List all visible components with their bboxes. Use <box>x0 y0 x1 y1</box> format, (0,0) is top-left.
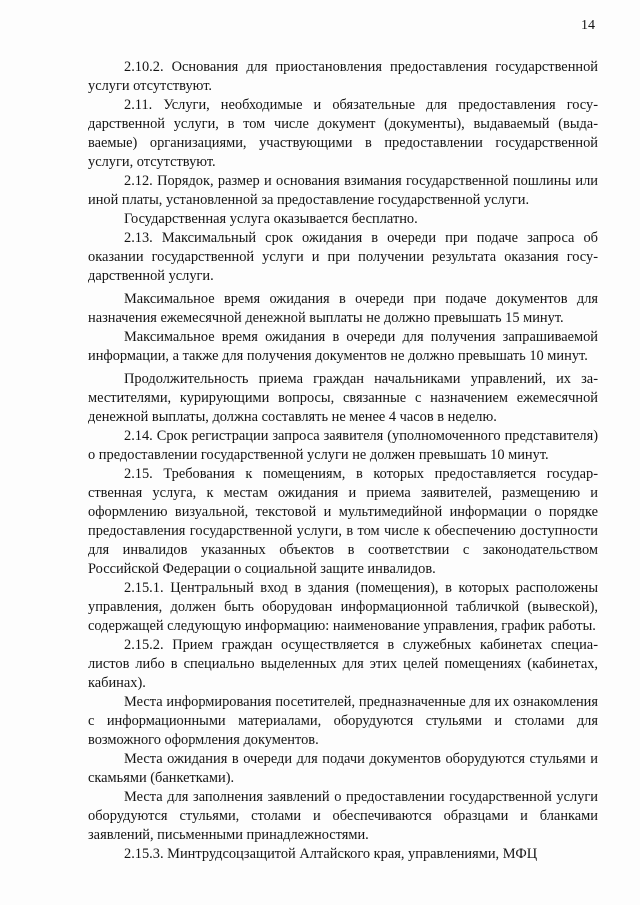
document-body <box>88 58 598 864</box>
paragraph-2-11: 2.11. Услуги, необходимые и обязательные для предоставления государственной услуги, в том числе документ (документы), выдаваемый (выдаваемые) организациями, участвующими в предоставлении государственной услуги, отсутствуют. <box>88 97 598 170</box>
page-number: 14 <box>581 18 595 33</box>
paragraph-2-15-3: 2.15.3. Минтрудсоцзащитой Алтайского края, управлениями, МФЦ <box>124 846 538 862</box>
paragraph-info-places: Места информирования посетителей, предназначенные для их ознакомления с информационными материалами, оборудуются стульями и столами для возможного оформления документов. <box>88 694 598 748</box>
paragraph-waiting-places: Места ожидания в очереди для подачи документов оборудуются стульями и скамьями (банкетками). <box>88 751 598 786</box>
paragraph-2-14: 2.14. Срок регистрации запроса заявителя (уполномоченного представителя) о предоставлении государственной услуги не должен превышать 10 минут. <box>88 428 598 463</box>
paragraph-2-15: 2.15. Требования к помещениям, в которых предоставляется государственная услуга, к местам ожидания и приема заявителей, размещению и оформлению визуальной, текстовой и мультимедийной информации о порядке предоставления государственной услуги, в том числе к обеспечению доступности для инвалидов указанных объектов в соответствии с законодательством Российской Федерации о социальной защите инвалидов. <box>88 466 598 577</box>
paragraph-filling-places: Места для заполнения заявлений о предоставлении государственной услуги оборудуются стульями, столами и обеспечиваются образцами и бланками заявлений, письменными принадлежностями. <box>88 789 598 843</box>
paragraph-2-10-2: 2.10.2. Основания для приостановления предоставления государственной услуги отсутствуют. <box>88 59 598 94</box>
paragraph-max-wait-15: Максимальное время ожидания в очереди при подаче документов для назначения ежемесячной денежной выплаты не должно превышать 15 минут. <box>88 291 598 326</box>
paragraph-2-15-2: 2.15.2. Прием граждан осуществляется в служебных кабинетах специалистов либо в специально выделенных для этих целей помещениях (кабинетах, кабинах). <box>88 637 598 691</box>
paragraph-2-12: 2.12. Порядок, размер и основания взимания государственной пошлины или иной платы, установленной за предоставление государственной услуги. <box>88 173 598 208</box>
paragraph-2-13: 2.13. Максимальный срок ожидания в очереди при подаче запроса об оказании государственной услуги и при получении результата оказания государственной услуги. <box>88 230 598 284</box>
paragraph-2-15-1: 2.15.1. Центральный вход в здания (помещения), в которых расположены управления, должен быть оборудован информационной табличкой (вывеской), содержащей следующую информацию: наименование управления, график работы. <box>88 580 598 634</box>
paragraph-free-of-charge: Государственная услуга оказывается бесплатно. <box>124 211 418 227</box>
paragraph-max-wait-10: Максимальное время ожидания в очереди для получения запрашиваемой информации, а также для получения документов не должно превышать 10 минут. <box>88 329 598 364</box>
paragraph-reception-duration: Продолжительность приема граждан начальниками управлений, их заместителями, курирующими вопросы, связанные с назначением ежемесячной денежной выплаты, должна составлять не менее 4 часов в неделю. <box>88 371 598 425</box>
